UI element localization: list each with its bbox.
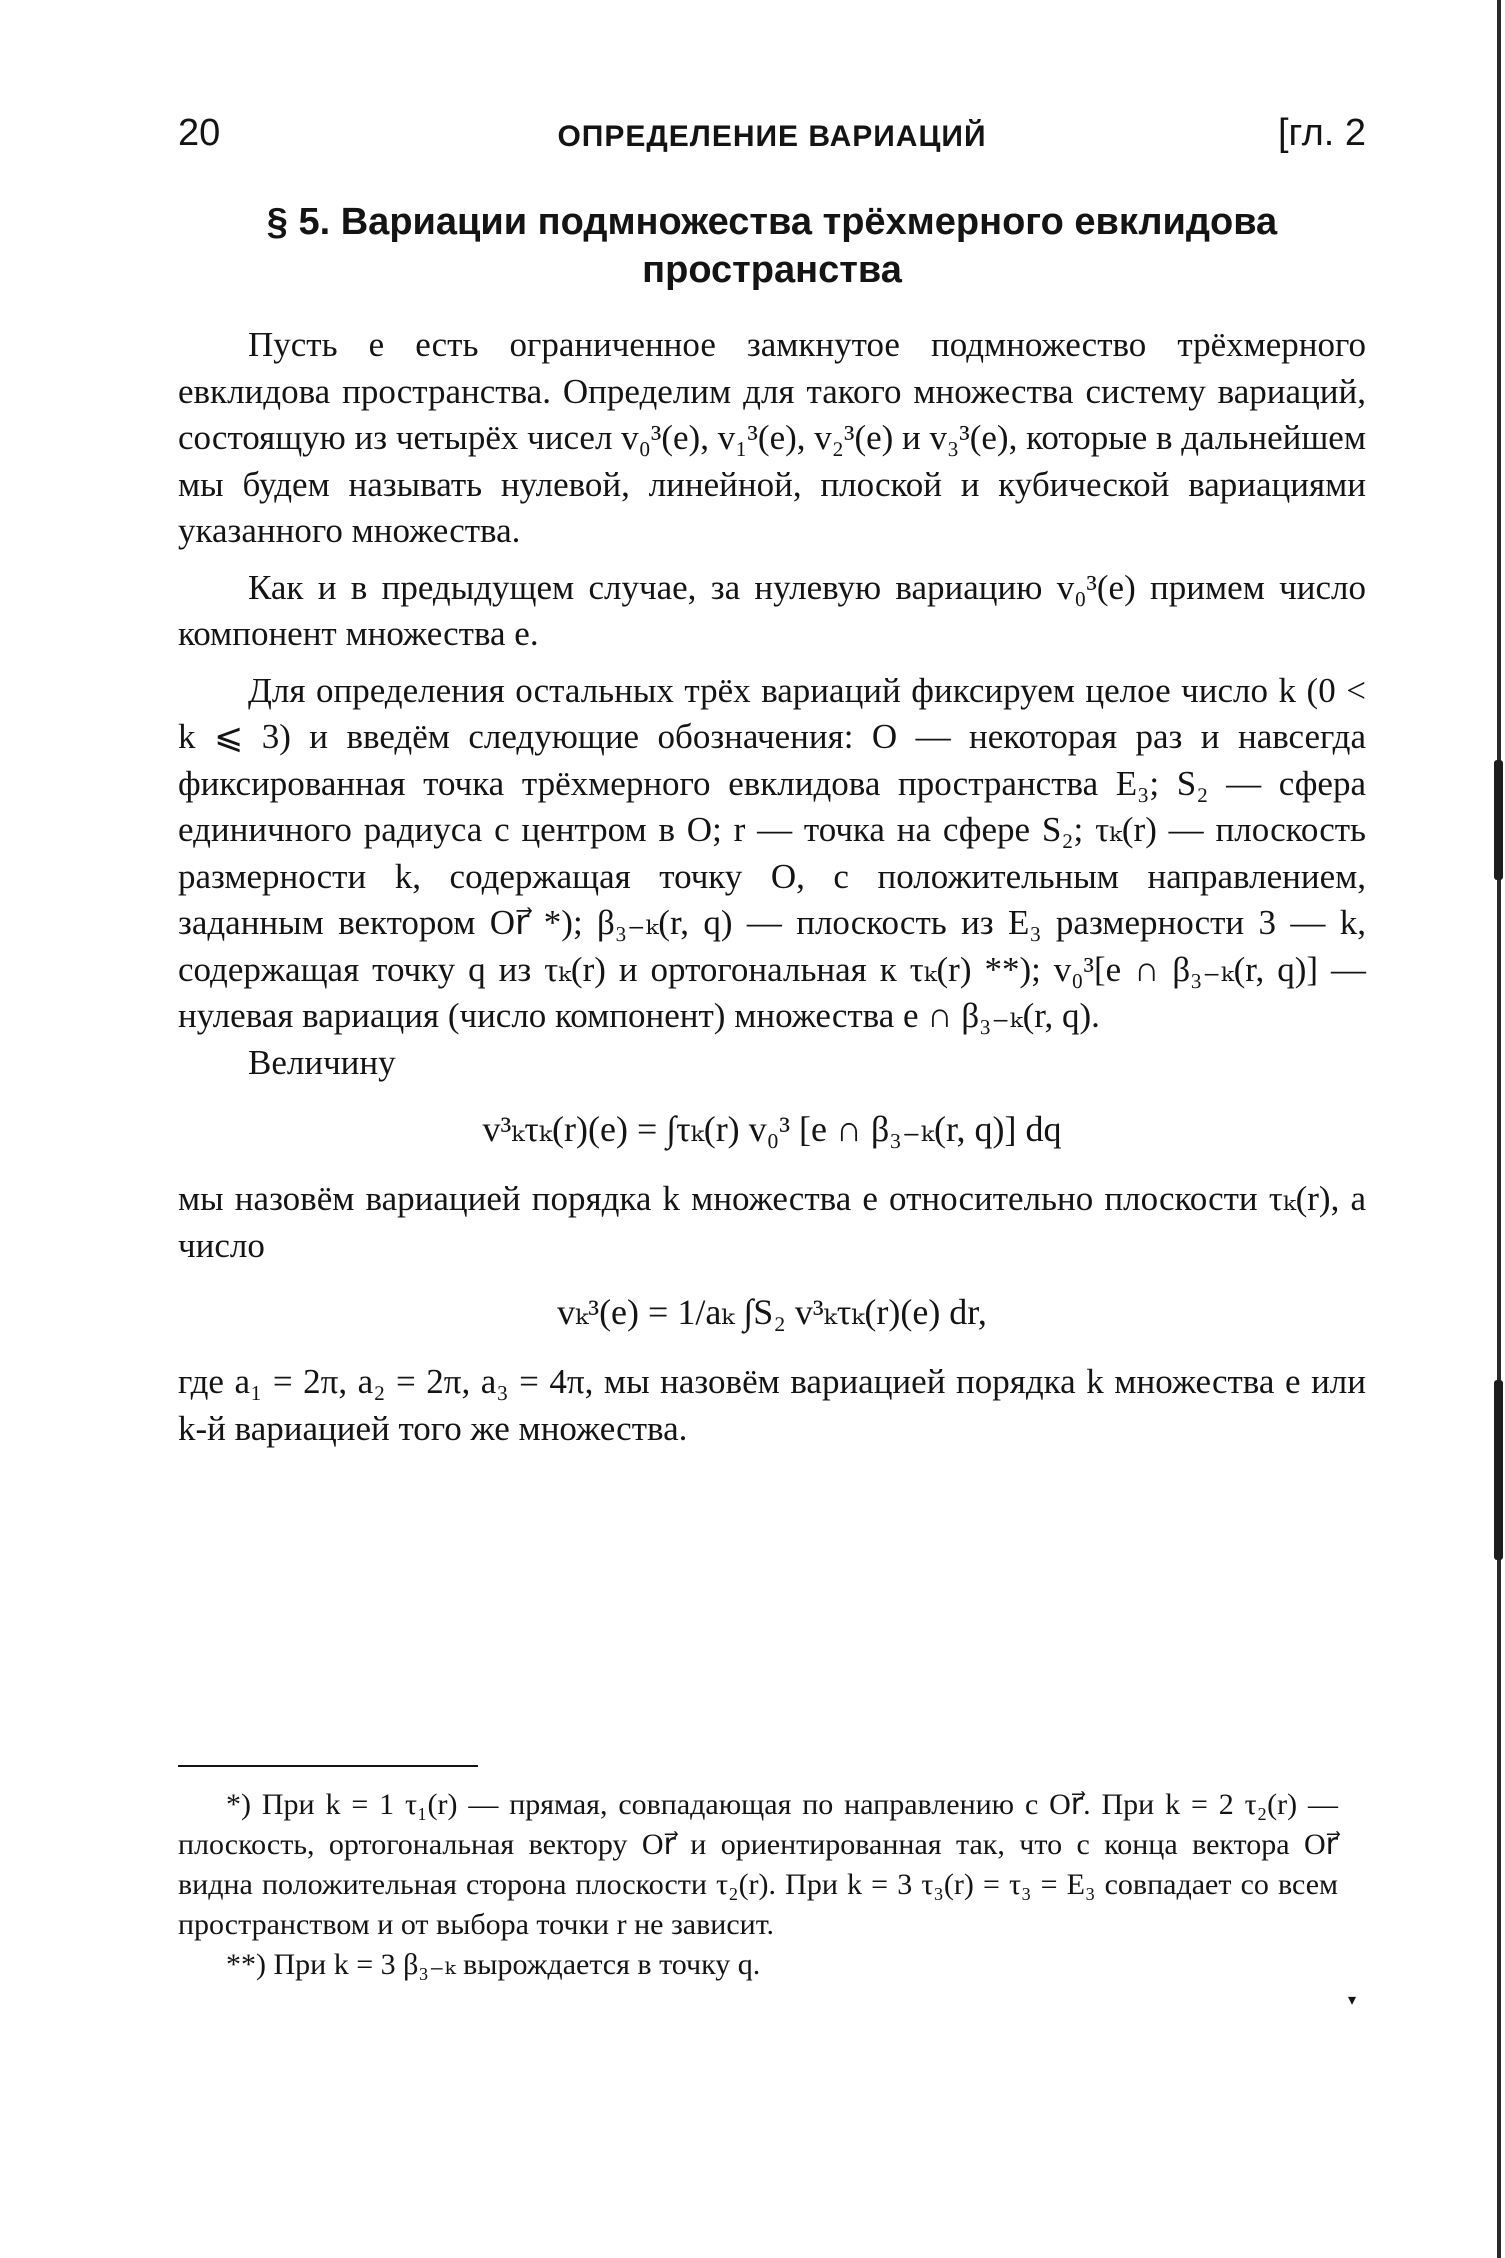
formula-k-variation: vₖ³(e) = 1/aₖ ∫S₂ v³ₖτₖ(r)(e) dr, — [557, 1292, 987, 1332]
paragraph: мы назовём вариацией порядка k множества e относительно плоскости τₖ(r), а число — [178, 1179, 1366, 1265]
chapter-reference: [гл. 2 — [1277, 112, 1366, 154]
paragraph: Как и в предыдущем случае, за нулевую вариацию v₀³(e) примем число компонент множества e. — [178, 567, 1366, 653]
formula-directional-variation: v³ₖτₖ(r)(e) = ∫τₖ(r) v₀³ [e ∩ β₃₋ₖ(r, q)] dq — [482, 1109, 1062, 1149]
paragraph: Величину — [248, 1042, 396, 1082]
scan-speck: ▾ — [1348, 1992, 1357, 2009]
scan-edge-mark — [1494, 1380, 1503, 1560]
running-title: ОПРЕДЕЛЕНИЕ ВАРИАЦИЙ — [557, 120, 987, 153]
running-head — [178, 112, 1366, 164]
section-title-line: § 5. Вариации подмножества трёхмерного евклидова — [266, 201, 1278, 243]
footnote-rule — [178, 1765, 478, 1767]
footnotes — [178, 1785, 1338, 1985]
paragraph: где a₁ = 2π, a₂ = 2π, a₃ = 4π, мы назовём вариацией порядка k множества e или k-й вариацией того же множества. — [178, 1362, 1366, 1448]
scan-edge — [1497, 0, 1501, 2258]
section-title — [178, 198, 1366, 294]
section-title-line: пространства — [642, 249, 902, 291]
footnote: *) При k = 1 τ₁(r) — прямая, совпадающая по направлению с Or⃗. При k = 2 τ₂(r) — плоскость, ортогональная вектору Or⃗ и ориентированная так, что с конца вектора Or⃗ видна положительная сторона плоскости τ₂(r). При k = 3 τ₃(r) = τ₃ = E₃ совпадает со всем пространством и от выбора точки r не зависит. — [178, 1788, 1338, 1941]
scan-edge-mark — [1494, 760, 1503, 880]
page-number: 20 — [178, 112, 221, 154]
footnote: **) При k = 3 β₃₋ₖ вырождается в точку q. — [226, 1948, 761, 1981]
main-text — [178, 322, 1366, 1452]
paragraph: Пусть e есть ограниченное замкнутое подмножество трёхмерного евклидова пространства. Определим для такого множества систему вариаций, состоящую из четырёх чисел v₀³(e), v₁³(e), v₂³(e) и v₃³(e), которые в дальнейшем мы будем называть нулевой, линейной, плоской и кубической вариациями указанного множества. — [178, 325, 1366, 550]
paragraph: Для определения остальных трёх вариаций фиксируем целое число k (0 < k ⩽ 3) и введём следующие обозначения: O — некоторая раз и навсегда фиксированная точка трёхмерного евклидова пространства E₃; S₂ — сфера единичного радиуса с центром в O; r — точка на сфере S₂; τₖ(r) — плоскость размерности k, содержащая точку O, с положительным направлением, заданным вектором Or⃗ *); β₃₋ₖ(r, q) — плоскость из E₃ размерности 3 — k, содержащая точку q из τₖ(r) и ортогональная к τₖ(r) **); v₀³[e ∩ β₃₋ₖ(r, q)] — нулевая вариация (число компонент) множества e ∩ β₃₋ₖ(r, q). — [178, 670, 1366, 1035]
